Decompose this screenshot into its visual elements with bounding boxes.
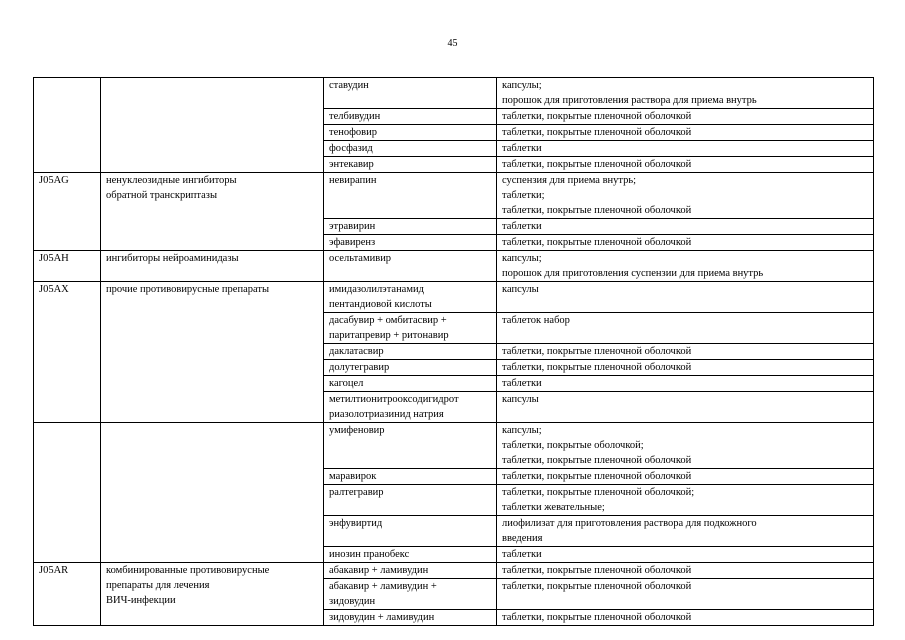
- dosage-form-line: таблетки, покрытые пленочной оболочкой: [502, 127, 692, 138]
- table-row: [34, 282, 874, 313]
- group-cell: [101, 282, 324, 423]
- drug-name-line: осельтамивир: [329, 253, 392, 264]
- drug-name-line: фосфазид: [329, 143, 373, 154]
- group-name-line: ненуклеозидные ингибиторы: [106, 175, 237, 186]
- dosage-form-line: таблетки, покрытые пленочной оболочкой: [502, 237, 692, 248]
- dosage-form-cell: [497, 610, 874, 626]
- dosage-form-cell: [497, 109, 874, 125]
- drug-name-cell: [324, 251, 497, 282]
- dosage-form-cell: [497, 173, 874, 219]
- atc-code-cell: [34, 563, 101, 626]
- drug-name-line: эфавиренз: [329, 237, 376, 248]
- page-number: 45: [447, 38, 458, 49]
- drug-name-cell: [324, 610, 497, 626]
- drug-name-cell: [324, 360, 497, 376]
- drug-name-line: энтекавир: [329, 159, 374, 170]
- group-cell: [101, 173, 324, 251]
- dosage-form-cell: [497, 282, 874, 313]
- atc-code: J05AH: [39, 253, 69, 264]
- table-row: [34, 563, 874, 579]
- drug-name-line: имидазолилэтанамид: [329, 284, 424, 295]
- atc-code-cell: [34, 173, 101, 251]
- group-name-line: комбинированные противовирусные: [106, 565, 270, 576]
- drug-name-line: метилтионитрооксодигидрот: [329, 394, 459, 405]
- atc-code-cell: [34, 282, 101, 423]
- atc-code: J05AR: [39, 565, 69, 576]
- dosage-form-line: капсулы;: [502, 80, 542, 91]
- dosage-form-cell: [497, 516, 874, 547]
- dosage-form-line: таблетки: [502, 549, 542, 560]
- dosage-form-cell: [497, 157, 874, 173]
- dosage-form-line: таблетки жевательные;: [502, 502, 605, 513]
- drug-name-line: дасабувир + омбитасвир +: [329, 315, 447, 326]
- dosage-form-line: таблетки, покрытые пленочной оболочкой: [502, 581, 692, 592]
- drug-name-cell: [324, 141, 497, 157]
- drug-name-cell: [324, 157, 497, 173]
- drug-name-line: риазолотриазинид натрия: [329, 409, 444, 420]
- dosage-form-line: таблетки, покрытые пленочной оболочкой: [502, 346, 692, 357]
- dosage-form-line: таблетки, покрытые пленочной оболочкой: [502, 159, 692, 170]
- atc-code-cell: [34, 78, 101, 173]
- dosage-form-line: таблетки, покрытые пленочной оболочкой: [502, 565, 692, 576]
- dosage-form-line: таблетки, покрытые пленочной оболочкой: [502, 471, 692, 482]
- drug-name-line: ставудин: [329, 80, 369, 91]
- dosage-form-cell: [497, 235, 874, 251]
- dosage-form-line: капсулы;: [502, 425, 542, 436]
- atc-code-cell: [34, 251, 101, 282]
- drug-name-cell: [324, 423, 497, 469]
- table-row: [34, 251, 874, 282]
- drug-name-line: невирапин: [329, 175, 377, 186]
- dosage-form-line: таблеток набор: [502, 315, 570, 326]
- dosage-form-line: таблетки;: [502, 190, 545, 201]
- dosage-form-cell: [497, 313, 874, 344]
- drug-name-cell: [324, 392, 497, 423]
- group-cell: [101, 563, 324, 626]
- dosage-form-cell: [497, 392, 874, 423]
- group-name-line: препараты для лечения: [106, 580, 210, 591]
- dosage-form-line: порошок для приготовления раствора для приема внутрь: [502, 95, 757, 106]
- dosage-form-cell: [497, 219, 874, 235]
- group-cell: [101, 423, 324, 563]
- dosage-form-line: таблетки: [502, 378, 542, 389]
- drug-name-cell: [324, 78, 497, 109]
- group-name-line: обратной транскриптазы: [106, 190, 218, 201]
- table-body: [34, 78, 874, 626]
- dosage-form-cell: [497, 141, 874, 157]
- group-cell: [101, 251, 324, 282]
- drug-name-cell: [324, 313, 497, 344]
- drug-name-line: зидовудин + ламивудин: [329, 612, 435, 623]
- drug-name-line: энфувиртид: [329, 518, 383, 529]
- dosage-form-line: лиофилизат для приготовления раствора для подкожного: [502, 518, 757, 529]
- dosage-form-line: введения: [502, 533, 543, 544]
- drug-name-line: абакавир + ламивудин: [329, 565, 429, 576]
- drug-name-line: этравирин: [329, 221, 376, 232]
- drug-name-line: тенофовир: [329, 127, 377, 138]
- atc-code: J05AX: [39, 284, 69, 295]
- dosage-form-cell: [497, 376, 874, 392]
- drug-name-line: маравирок: [329, 471, 377, 482]
- drug-name-line: даклатасвир: [329, 346, 384, 357]
- dosage-form-line: таблетки, покрытые пленочной оболочкой: [502, 612, 692, 623]
- atc-code-cell: [34, 423, 101, 563]
- drug-name-line: кагоцел: [329, 378, 364, 389]
- dosage-form-line: капсулы: [502, 394, 539, 405]
- drug-name-line: абакавир + ламивудин +: [329, 581, 437, 592]
- dosage-form-line: таблетки, покрытые оболочкой;: [502, 440, 644, 451]
- dosage-form-line: капсулы: [502, 284, 539, 295]
- dosage-form-cell: [497, 78, 874, 109]
- dosage-form-line: таблетки: [502, 221, 542, 232]
- drug-name-cell: [324, 485, 497, 516]
- drug-name-line: паритапревир + ритонавир: [329, 330, 449, 341]
- group-cell: [101, 78, 324, 173]
- dosage-form-cell: [497, 360, 874, 376]
- dosage-form-line: таблетки, покрытые пленочной оболочкой: [502, 362, 692, 373]
- dosage-form-cell: [497, 251, 874, 282]
- dosage-form-cell: [497, 469, 874, 485]
- drug-name-cell: [324, 109, 497, 125]
- drug-name-line: зидовудин: [329, 596, 376, 607]
- drug-name-cell: [324, 282, 497, 313]
- atc-code: J05AG: [39, 175, 69, 186]
- dosage-form-line: таблетки, покрытые пленочной оболочкой;: [502, 487, 695, 498]
- drug-name-cell: [324, 125, 497, 141]
- dosage-form-cell: [497, 563, 874, 579]
- dosage-form-line: таблетки, покрытые пленочной оболочкой: [502, 205, 692, 216]
- dosage-form-cell: [497, 423, 874, 469]
- dosage-form-line: таблетки: [502, 143, 542, 154]
- drug-name-cell: [324, 219, 497, 235]
- drug-name-cell: [324, 344, 497, 360]
- drug-name-cell: [324, 547, 497, 563]
- drug-name-cell: [324, 469, 497, 485]
- dosage-form-line: капсулы;: [502, 253, 542, 264]
- dosage-form-cell: [497, 547, 874, 563]
- table-row: [34, 423, 874, 469]
- group-name-line: ВИЧ-инфекции: [106, 595, 176, 606]
- drug-name-line: ралтегравир: [329, 487, 384, 498]
- drug-name-line: телбивудин: [329, 111, 381, 122]
- dosage-form-cell: [497, 485, 874, 516]
- drug-name-cell: [324, 173, 497, 219]
- group-name-line: ингибиторы нейроаминидазы: [106, 253, 239, 264]
- group-name-line: прочие противовирусные препараты: [106, 284, 270, 295]
- drug-name-cell: [324, 563, 497, 579]
- drug-name-cell: [324, 376, 497, 392]
- dosage-form-line: порошок для приготовления суспензии для приема внутрь: [502, 268, 764, 279]
- drug-table: [33, 77, 874, 626]
- drug-name-cell: [324, 516, 497, 547]
- table-row: [34, 173, 874, 219]
- table-row: [34, 78, 874, 109]
- drug-name-line: пентандиовой кислоты: [329, 299, 432, 310]
- dosage-form-line: таблетки, покрытые пленочной оболочкой: [502, 111, 692, 122]
- dosage-form-cell: [497, 125, 874, 141]
- dosage-form-cell: [497, 344, 874, 360]
- dosage-form-cell: [497, 579, 874, 610]
- dosage-form-line: суспензия для приема внутрь;: [502, 175, 637, 186]
- drug-name-line: умифеновир: [329, 425, 385, 436]
- drug-name-line: инозин пранобекс: [329, 549, 410, 560]
- drug-name-cell: [324, 579, 497, 610]
- dosage-form-line: таблетки, покрытые пленочной оболочкой: [502, 455, 692, 466]
- drug-name-line: долутегравир: [329, 362, 390, 373]
- drug-name-cell: [324, 235, 497, 251]
